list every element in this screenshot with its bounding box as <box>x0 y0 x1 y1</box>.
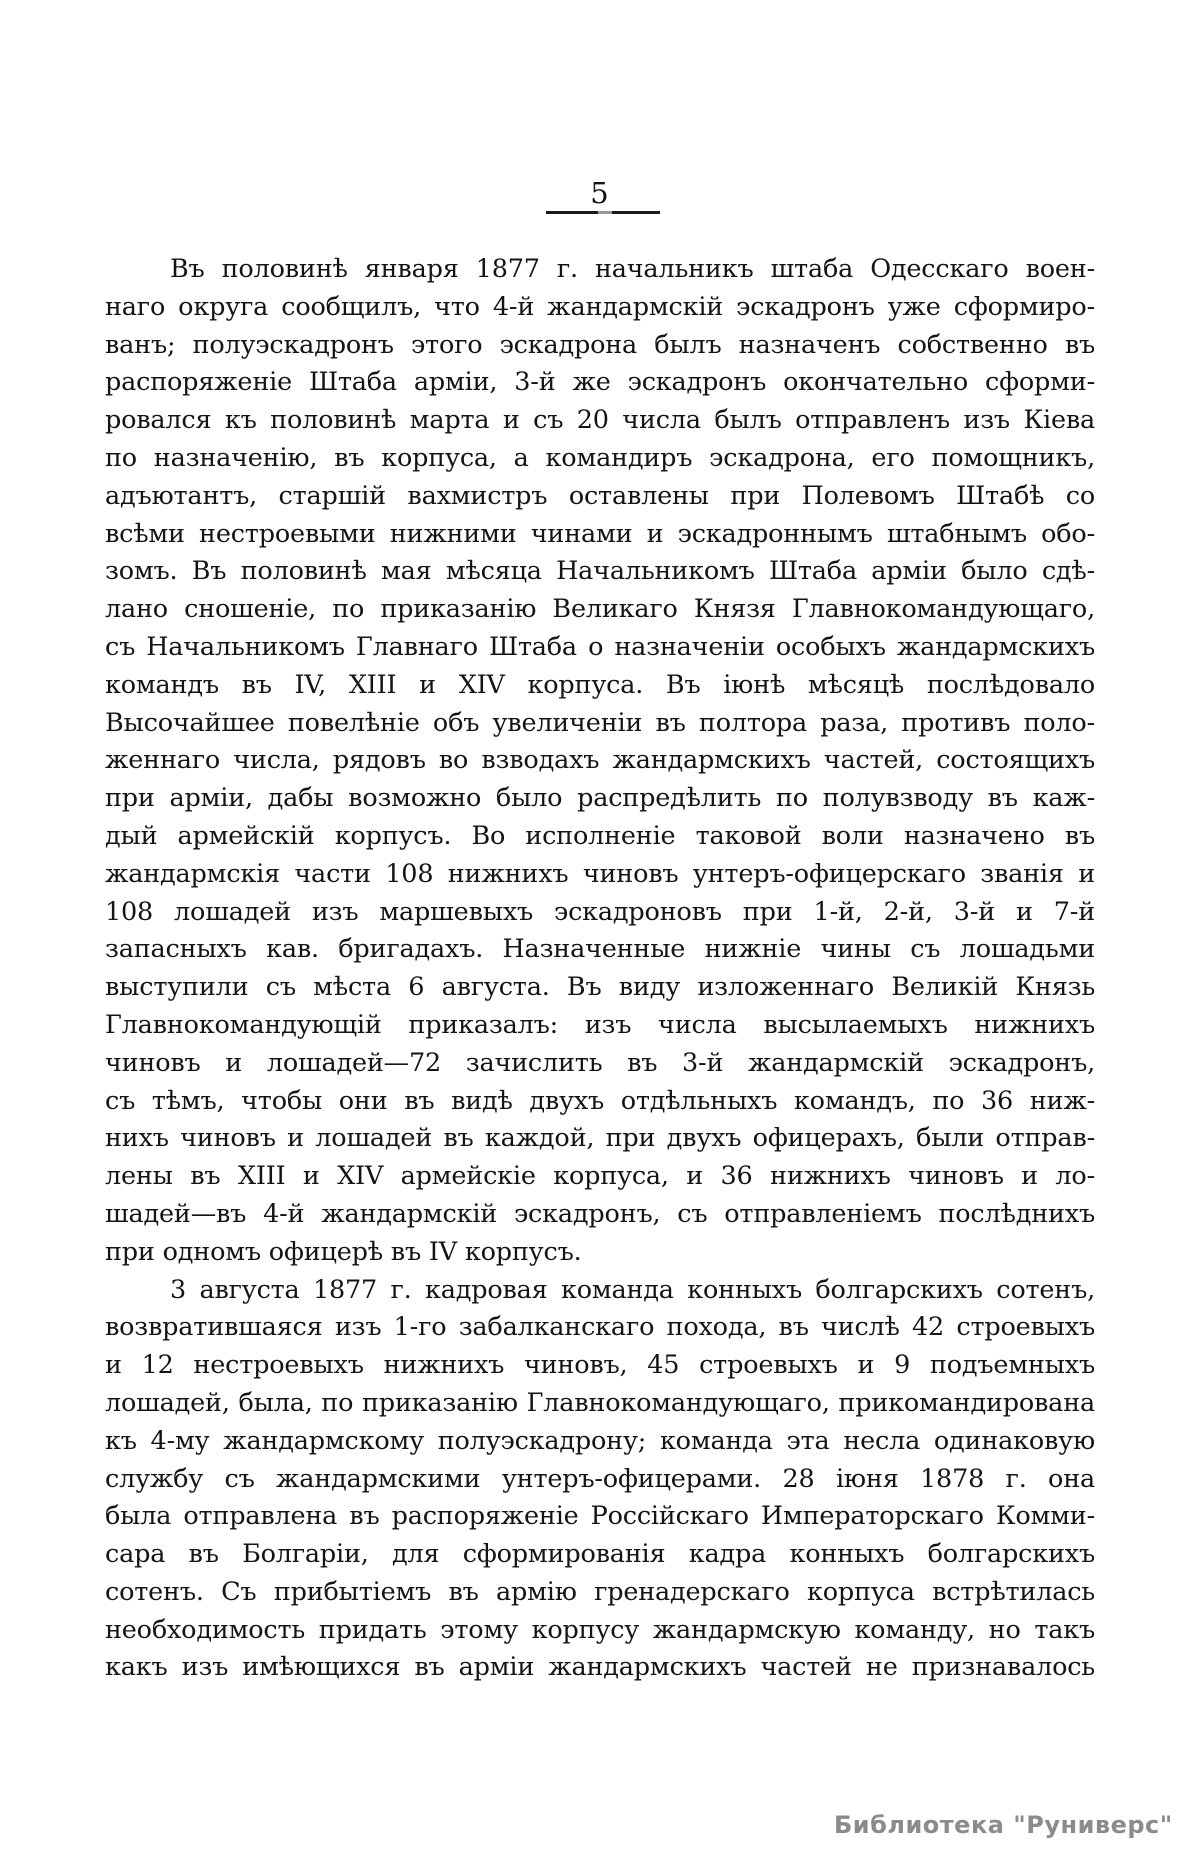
text-line: ванъ; полуэскадронъ этого эскадрона былъ назначенъ собственно въ <box>105 329 1095 360</box>
text-line: службу съ жандармскими унтеръ-офицерами. 28 іюня 1878 г. она <box>105 1463 1095 1494</box>
text-line: всѣми нестроевыми нижними чинами и эскадроннымъ штабнымъ обо- <box>105 518 1095 549</box>
text-line: Главнокомандующій приказалъ: изъ числа высылаемыхъ нижнихъ <box>105 1009 1095 1040</box>
text-line: и 12 нестроевыхъ нижнихъ чиновъ, 45 строевыхъ и 9 подъемныхъ <box>105 1350 1095 1381</box>
text-line: Въ половинѣ января 1877 г. начальникъ штаба Одесскаго воен- <box>170 254 1095 284</box>
text-line: сотенъ. Съ прибытіемъ въ армію гренадерскаго корпуса встрѣтилась <box>105 1576 1095 1607</box>
text-line: шадей—въ 4-й жандармскій эскадронъ, съ отправленіемъ послѣднихъ <box>105 1198 1095 1229</box>
text-line: распоряженіе Штаба арміи, 3-й же эскадронъ окончательно сформи- <box>105 367 1095 398</box>
text-line: дый армейскій корпусъ. Во исполненіе таковой воли назначено въ <box>105 820 1095 851</box>
page-number: 5 <box>590 176 610 210</box>
text-line: адъютантъ, старшій вахмистръ оставлены при Полевомъ Штабѣ со <box>105 480 1095 511</box>
text-line: командъ въ IV, XIII и XIV корпуса. Въ іюнѣ мѣсяцѣ послѣдовало <box>105 669 1095 700</box>
text-line: ровался къ половинѣ марта и съ 20 числа былъ отправленъ изъ Кіева <box>105 405 1095 436</box>
text-line: необходимость придать этому корпусу жандармскую команду, но такъ <box>105 1614 1095 1645</box>
text-line: нихъ чиновъ и лошадей въ каждой, при двухъ офицерахъ, были отправ- <box>105 1123 1095 1154</box>
text-line: выступили съ мѣста 6 августа. Въ виду изложеннаго Великій Князь <box>105 972 1095 1003</box>
text-line: Высочайшее повелѣніе объ увеличеніи въ полтора раза, противъ поло- <box>105 707 1095 738</box>
page-number-rule <box>546 211 660 214</box>
text-line: сара въ Болгаріи, для сформированія кадра конныхъ болгарскихъ <box>105 1539 1095 1570</box>
text-line: наго округа сообщилъ, что 4-й жандармскій эскадронъ уже сформиро- <box>105 291 1095 322</box>
text-line: женнаго числа, рядовъ во взводахъ жандармскихъ частей, состоящихъ <box>105 745 1095 776</box>
library-watermark: Библиотека "Руниверс" <box>834 1811 1173 1839</box>
text-line: чиновъ и лошадей—72 зачислить въ 3-й жандармскій эскадронъ, <box>105 1047 1095 1078</box>
text-line: лошадей, была, по приказанію Главнокомандующаго, прикомандирована <box>105 1387 1095 1418</box>
text-line: 3 августа 1877 г. кадровая команда конныхъ болгарскихъ сотенъ, <box>170 1274 1095 1305</box>
text-line: при арміи, дабы возможно было распредѣлить по полувзводу въ каж- <box>105 783 1095 814</box>
text-line: зомъ. Въ половинѣ мая мѣсяца Начальникомъ Штаба арміи было сдѣ- <box>105 556 1095 587</box>
body-text <box>105 251 1095 1687</box>
text-line: была отправлена въ распоряженіе Россійскаго Императорскаго Комми- <box>105 1501 1095 1532</box>
text-line: жандармскія части 108 нижнихъ чиновъ унтеръ-офицерскаго званія и <box>105 858 1095 889</box>
text-line: лены въ XIII и XIV армейскіе корпуса, и 36 нижнихъ чиновъ и ло- <box>105 1161 1095 1192</box>
text-line: къ 4-му жандармскому полуэскадрону; команда эта несла одинаковую <box>105 1425 1095 1456</box>
text-line: лано сношеніе, по приказанію Великаго Князя Главнокомандующаго, <box>105 594 1095 625</box>
text-line: по назначенію, въ корпуса, а командиръ эскадрона, его помощникъ, <box>105 442 1095 473</box>
text-line: съ Начальникомъ Главнаго Штаба о назначеніи особыхъ жандармскихъ <box>105 631 1095 662</box>
text-line: какъ изъ имѣющихся въ арміи жандармскихъ частей не признавалось <box>105 1652 1095 1683</box>
text-line: 108 лошадей изъ маршевыхъ эскадроновъ при 1-й, 2-й, 3-й и 7-й <box>105 896 1095 927</box>
text-line: запасныхъ кав. бригадахъ. Назначенные нижніе чины съ лошадьми <box>105 934 1095 965</box>
text-line: возвратившаяся изъ 1-го забалканскаго похода, въ числѣ 42 строевыхъ <box>105 1312 1095 1343</box>
text-line: съ тѣмъ, чтобы они въ видѣ двухъ отдѣльныхъ командъ, по 36 ниж- <box>105 1085 1095 1116</box>
text-line: при одномъ офицерѣ въ IV корпусъ. <box>105 1236 582 1267</box>
